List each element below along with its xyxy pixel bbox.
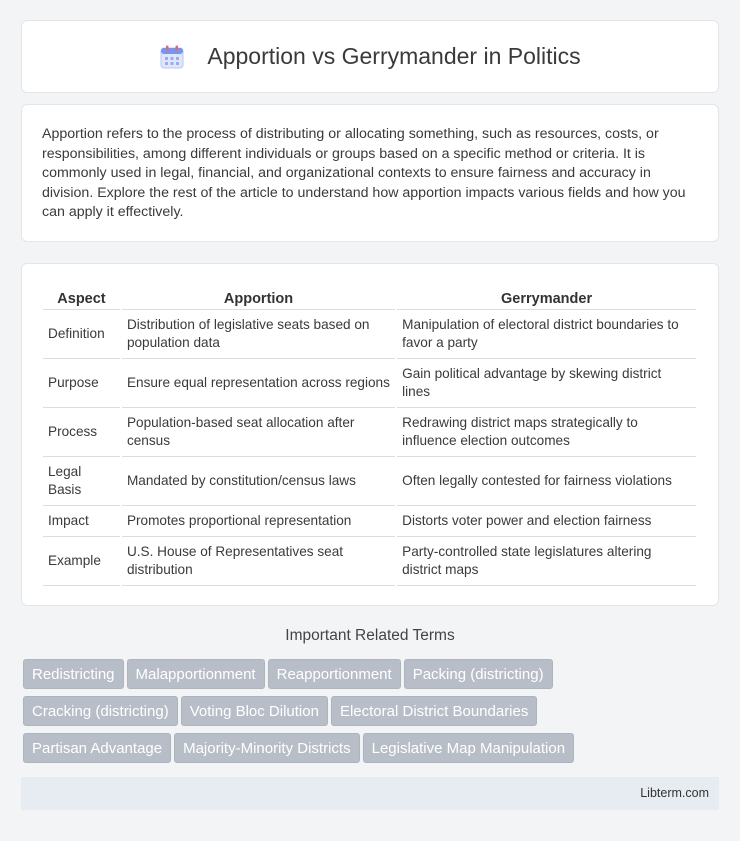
header-aspect: Aspect	[43, 284, 120, 310]
row-aspect: Process	[43, 408, 120, 457]
row-gerrymander: Party-controlled state legislatures altering district maps	[397, 537, 696, 586]
footer-link[interactable]: Libterm.com	[640, 786, 709, 800]
row-apportion: Distribution of legislative seats based on population data	[122, 310, 395, 359]
row-apportion: Ensure equal representation across regions	[122, 359, 395, 408]
comparison-table	[41, 284, 698, 586]
table-row	[43, 359, 696, 408]
row-gerrymander: Distorts voter power and election fairness	[397, 506, 696, 537]
comparison-table-card	[21, 263, 719, 606]
related-terms-title: Important Related Terms	[285, 627, 455, 644]
row-gerrymander: Manipulation of electoral district boundaries to favor a party	[397, 310, 696, 359]
header-card	[21, 20, 719, 93]
header-apportion: Apportion	[122, 284, 395, 310]
row-aspect: Impact	[43, 506, 120, 537]
row-apportion: Population-based seat allocation after census	[122, 408, 395, 457]
row-aspect: Purpose	[43, 359, 120, 408]
tag-reapportionment[interactable]: Reapportionment	[268, 659, 401, 689]
related-terms-list	[23, 659, 723, 770]
tag-majority-minority-districts[interactable]: Majority-Minority Districts	[174, 733, 360, 763]
table-row	[43, 310, 696, 359]
table-row	[43, 506, 696, 537]
tag-partisan-advantage[interactable]: Partisan Advantage	[23, 733, 171, 763]
row-gerrymander: Often legally contested for fairness violations	[397, 457, 696, 506]
page-title: Apportion vs Gerrymander in Politics	[207, 43, 581, 69]
row-aspect: Example	[43, 537, 120, 586]
table-row	[43, 408, 696, 457]
calendar-icon	[159, 44, 185, 70]
tag-packing[interactable]: Packing (districting)	[404, 659, 553, 689]
row-apportion: U.S. House of Representatives seat distribution	[122, 537, 395, 586]
row-apportion: Promotes proportional representation	[122, 506, 395, 537]
tag-legislative-map-manipulation[interactable]: Legislative Map Manipulation	[363, 733, 574, 763]
tag-redistricting[interactable]: Redistricting	[23, 659, 124, 689]
footer	[21, 777, 719, 810]
tag-cracking[interactable]: Cracking (districting)	[23, 696, 178, 726]
tag-electoral-district-boundaries[interactable]: Electoral District Boundaries	[331, 696, 537, 726]
row-aspect: Legal Basis	[43, 457, 120, 506]
table-row	[43, 457, 696, 506]
table-header-row	[43, 284, 696, 310]
row-gerrymander: Redrawing district maps strategically to influence election outcomes	[397, 408, 696, 457]
tag-malapportionment[interactable]: Malapportionment	[127, 659, 265, 689]
header-gerrymander: Gerrymander	[397, 284, 696, 310]
row-gerrymander: Gain political advantage by skewing district lines	[397, 359, 696, 408]
tag-voting-bloc-dilution[interactable]: Voting Bloc Dilution	[181, 696, 328, 726]
row-apportion: Mandated by constitution/census laws	[122, 457, 395, 506]
table-row	[43, 537, 696, 586]
intro-card	[21, 104, 719, 242]
intro-paragraph: Apportion refers to the process of distributing or allocating something, such as resources, costs, or responsibilities, among different individuals or groups based on a specific method or criteria. It is commonly used in legal, financial, and organizational contexts to ensure fairness and accuracy in division. Explore the rest of the article to understand how apportion impacts various fields and how you can apply it effectively.	[42, 126, 686, 220]
row-aspect: Definition	[43, 310, 120, 359]
